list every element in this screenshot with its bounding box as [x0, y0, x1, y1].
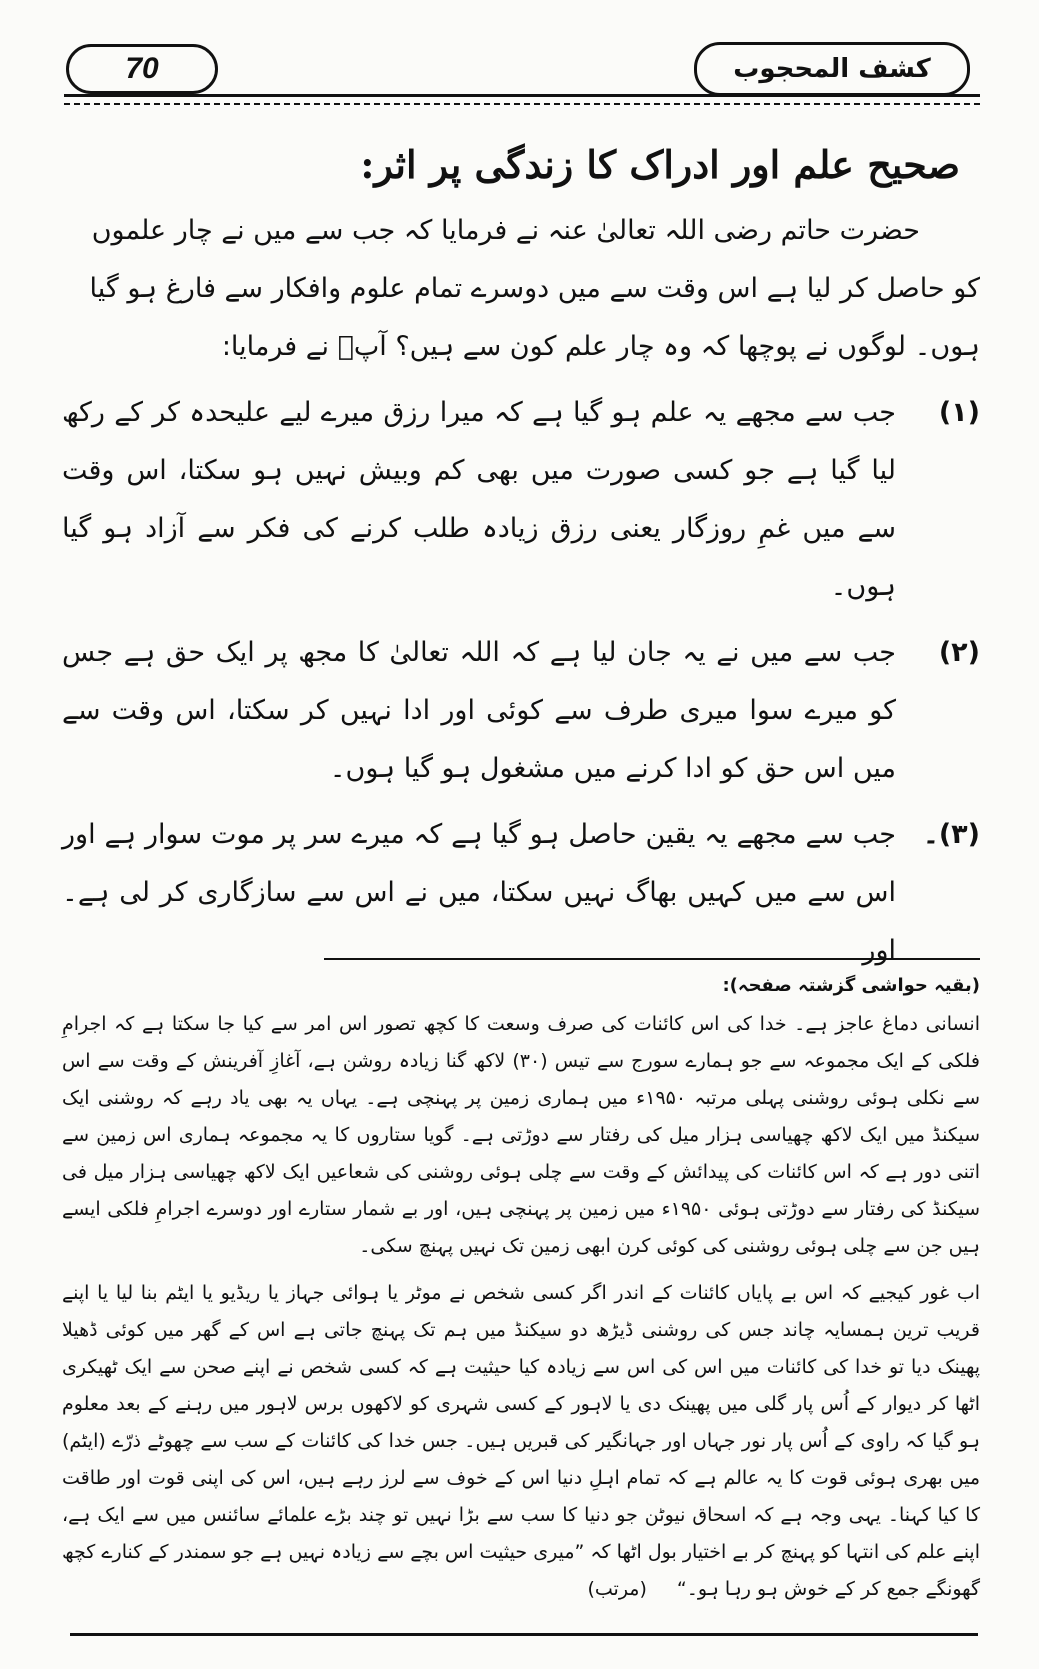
- footnote-paragraph-2: [62, 1275, 980, 1608]
- footnote-divider: [324, 958, 980, 960]
- item-text: جب سے مجھے یہ علم ہو گیا ہے کہ میرا رزق میرے لیے علیحدہ کر کے رکھ لیا گیا ہے جو کسی صورت میں بھی کم وبیش نہیں ہو سکتا، اس وقت سے میں غمِ روزگار یعنی رزق زیادہ طلب کرنے کی فکر سے آزاد ہو گیا ہوں۔: [62, 397, 896, 602]
- book-title: کشف المحجوب: [694, 42, 970, 96]
- page-header: [60, 38, 980, 98]
- list-item: [62, 806, 980, 980]
- page-number: 70: [66, 44, 218, 94]
- footnote-paragraph-2-text: اب غور کیجیے کہ اس بے پایاں کائنات کے اندر اگر کسی شخص نے موٹر یا ہوائی جہاز یا ریڈیو یا ایٹم بنا لیا یا اپنے قریب ترین ہمسایہ چاند جس کی روشنی ڈیڑھ دو سیکنڈ میں ہم تک پہنچ جاتی ہے اس کے گھر میں کوئی ڈھیلا پھینک دیا تو خدا کی کائنات میں اس کی اس سے زیادہ کیا حیثیت ہے کہ کسی شخص نے اپنے صحن سے ایک ٹھیکری اٹھا کر دیوار کے اُس پار گلی میں پھینک دی یا لاہور کے کسی شہری کو لاکھوں برس لاہور میں رہنے کے بعد معلوم ہو گیا کہ راوی کے اُس پار نور جہاں اور جہانگیر کی قبریں ہیں۔ جس خدا کی کائنات کے سب سے چھوٹے ذرّے (ایٹم) میں بھری ہوئی قوت کا یہ عالم ہے کہ تمام اہلِ دنیا اس کے خوف سے لرز رہے ہیں، اس کی اپنی قوت اور طاقت کا کیا کہنا۔ یہی وجہ ہے کہ اسحاق نیوٹن جو دنیا کا سب سے بڑا نہیں تو چند بڑے علمائے سائنس میں سے ایک ہے، اپنے علم کی انتہا کو پہنچ کر بے اختیار بول اٹھا کہ ”میری حیثیت اس بچے سے زیادہ نہیں ہے جو سمندر کے کنارے کچھ گھونگے جمع کر کے خوش ہو رہا ہو۔“: [62, 1282, 980, 1600]
- list-item: [62, 384, 980, 616]
- bottom-rule: [70, 1633, 978, 1636]
- item-number: (۱): [938, 397, 980, 428]
- header-rule: [64, 94, 980, 105]
- item-text: جب سے مجھے یہ یقین حاصل ہو گیا ہے کہ میرے سر پر موت سوار ہے اور اس سے میں کہیں بھاگ نہیں سکتا، میں نے اس سے سازگاری کر لی ہے۔ اور: [62, 819, 896, 966]
- intro-paragraph: حضرت حاتم رضی اللہ تعالیٰ عنہ نے فرمایا کہ جب سے میں نے چار علموں کو حاصل کر لیا ہے اس وقت سے میں دوسرے تمام علوم وافکار سے فارغ ہو گیا ہوں۔ لوگوں نے پوچھا کہ وہ چار علم کون سے ہیں؟ آپؒ نے فرمایا:: [89, 215, 980, 362]
- item-number: (۲): [938, 637, 980, 668]
- main-text: [62, 120, 980, 980]
- item-number: (۳)۔: [923, 819, 980, 850]
- item-text: جب سے میں نے یہ جان لیا ہے کہ اللہ تعالیٰ کا مجھ پر ایک حق ہے جس کو میرے سوا میری طرف سے کوئی اور ادا نہیں کر سکتا، اس وقت سے میں اس حق کو ادا کرنے میں مشغول ہو گیا ہوں۔: [62, 637, 896, 784]
- footnote-paragraph-1: انسانی دماغ عاجز ہے۔ خدا کی اس کائنات کی صرف وسعت کا کچھ تصور اس امر سے کیا جا سکتا ہے کہ اجرامِ فلکی کے ایک مجموعہ سے جو ہمارے سورج سے تیس (۳۰) لاکھ گنا زیادہ روشن ہے، آغازِ آفرینش کے وقت سے اس سے نکلی ہوئی روشنی پہلی مرتبہ ۱۹۵۰ء میں ہماری زمین پر پہنچی ہے۔ یہاں یہ بھی یاد رہے کہ روشنی ایک سیکنڈ میں ایک لاکھ چھیاسی ہزار میل کی رفتار سے دوڑتی ہے۔ گویا ستاروں کا یہ مجموعہ ہماری اس زمین سے اتنی دور ہے کہ اس کائنات کی پیدائش کے وقت سے چلی ہوئی روشنی کی شعاعیں ایک لاکھ چھیاسی ہزار میل فی سیکنڈ کی رفتار سے دوڑتی ہوئی ۱۹۵۰ء میں زمین پر پہنچی ہیں، اور بے شمار ستارے اور دوسرے اجرامِ فلکی ایسے ہیں جن سے چلی ہوئی روشنی کی کوئی کرن ابھی زمین تک نہیں پہنچ سکی۔: [62, 1013, 980, 1257]
- section-heading: صحیح علم اور ادراک کا زندگی پر اثر:: [360, 142, 960, 187]
- list-item: [62, 624, 980, 798]
- footnote-attribution: (مرتب): [587, 1578, 647, 1600]
- footnote-heading: (بقیہ حواشی گزشتہ صفحہ):: [722, 975, 980, 996]
- footnotes: [62, 970, 980, 1608]
